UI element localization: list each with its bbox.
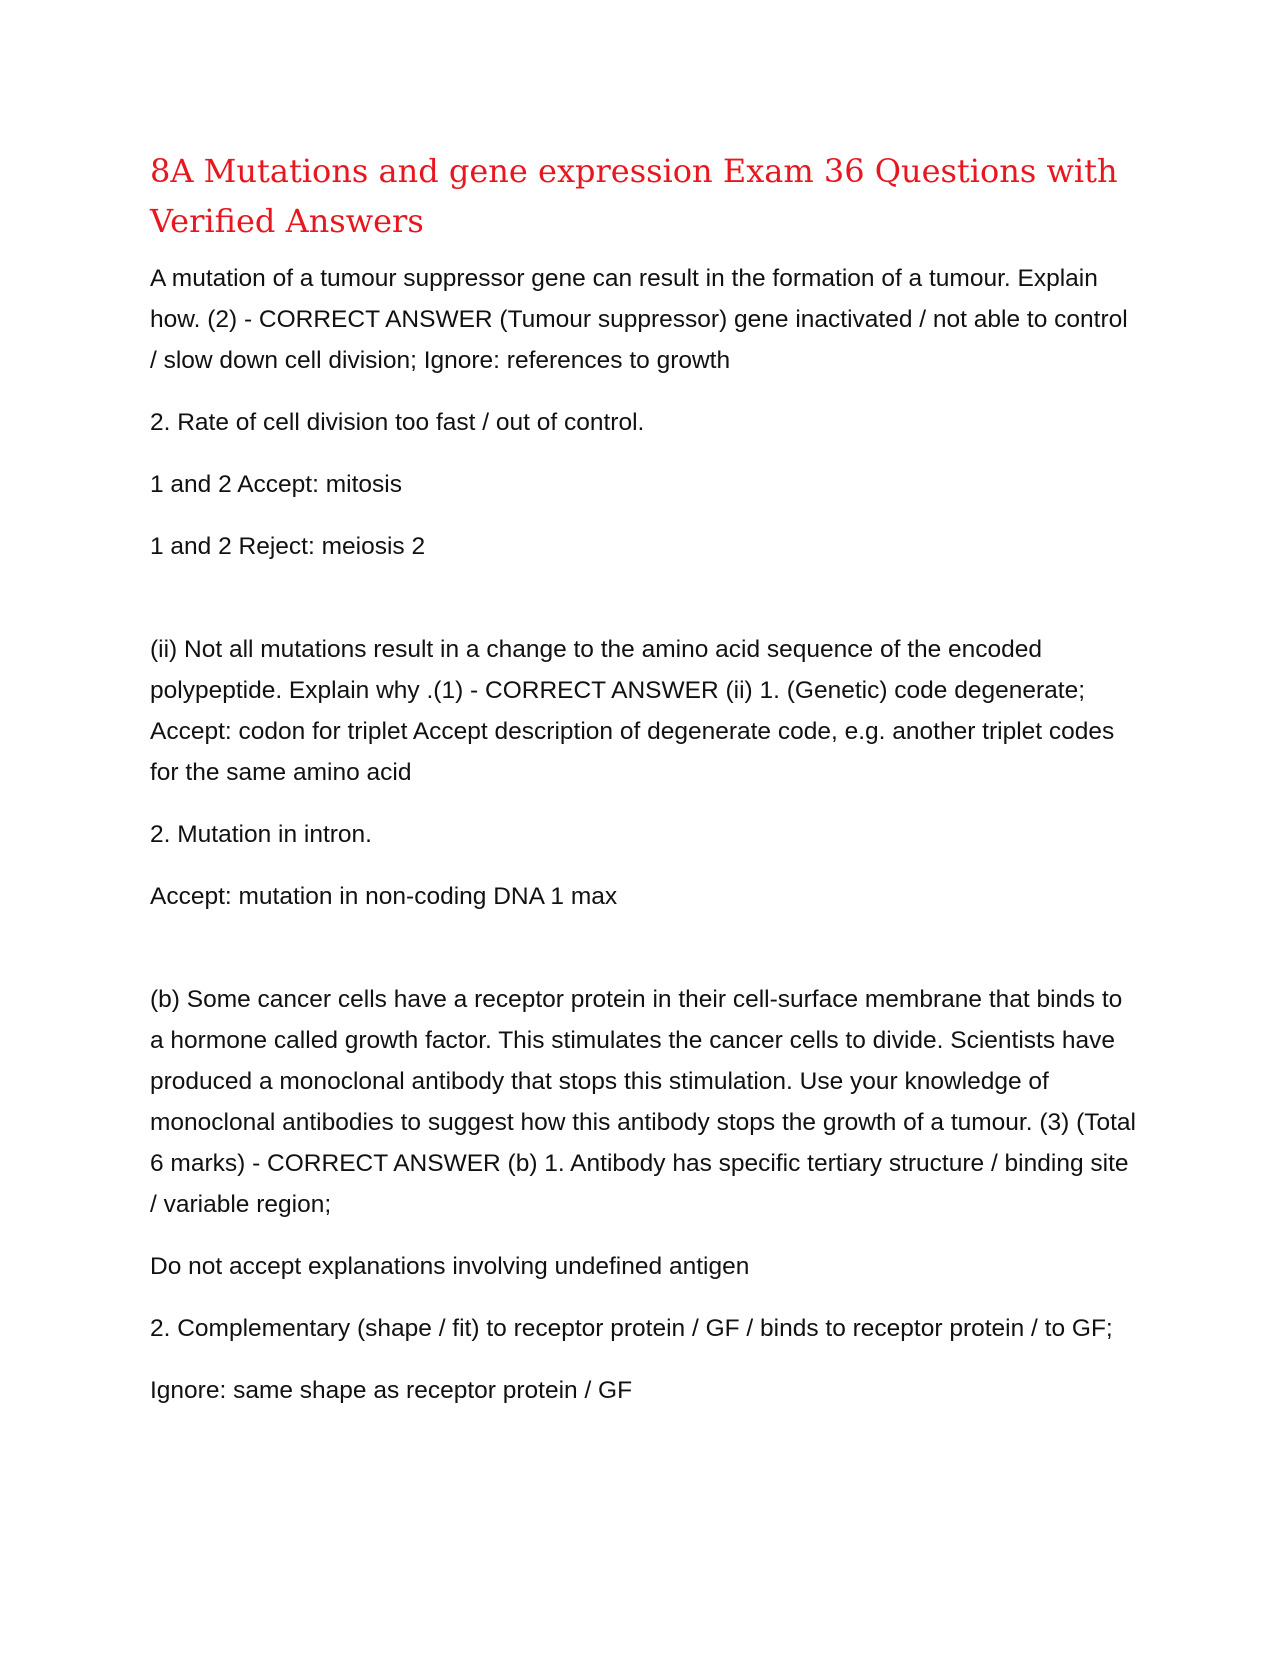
question-b-monoclonal-antibody: (b) Some cancer cells have a receptor protein in their cell-surface membrane that binds to a hormone called growth factor. This stimulates the cancer cells to divide. Scientists have produced a monoclonal antibody that stops this stimulation. Use your knowledge of monoclonal antibodies to suggest how this antibody stops the growth of a tumour. (3) (Total 6 marks) - CORRECT ANSWER (b) 1. Antibody has specific tertiary structure / binding site / variable region;: [150, 986, 1137, 1218]
document-page: [150, 146, 1140, 1432]
question-ii-mutations: (ii) Not all mutations result in a change to the amino acid sequence of the encoded polypeptide. Explain why .(1) - CORRECT ANSWER (ii) 1. (Genetic) code degenerate; Accept: codon for triplet Accept description of degenerate code, e.g. another triplet codes for the same amino acid: [150, 636, 1115, 786]
accept-note-non-coding-dna: Accept: mutation in non-coding DNA 1 max: [150, 883, 618, 910]
accept-note-mitosis: 1 and 2 Accept: mitosis: [150, 471, 402, 498]
question-tumour-suppressor: A mutation of a tumour suppressor gene can result in the formation of a tumour. Explain how. (2) - CORRECT ANSWER (Tumour suppressor) gene inactivated / not able to control / slow down cell division; Ignore: references to growth: [150, 265, 1128, 374]
answer-point-2-complementary: 2. Complementary (shape / fit) to receptor protein / GF / binds to receptor protein / to GF;: [150, 1315, 1113, 1342]
reject-note-undefined-antigen: Do not accept explanations involving undefined antigen: [150, 1253, 750, 1280]
answer-point-2-cell-division: 2. Rate of cell division too fast / out of control.: [150, 409, 645, 436]
reject-note-meiosis: 1 and 2 Reject: meiosis 2: [150, 533, 426, 560]
ignore-note-same-shape: Ignore: same shape as receptor protein / GF: [150, 1377, 633, 1404]
document-title: 8A Mutations and gene expression Exam 36 Questions with Verified Answers: [150, 152, 1118, 240]
answer-point-2-intron: 2. Mutation in intron.: [150, 821, 372, 848]
